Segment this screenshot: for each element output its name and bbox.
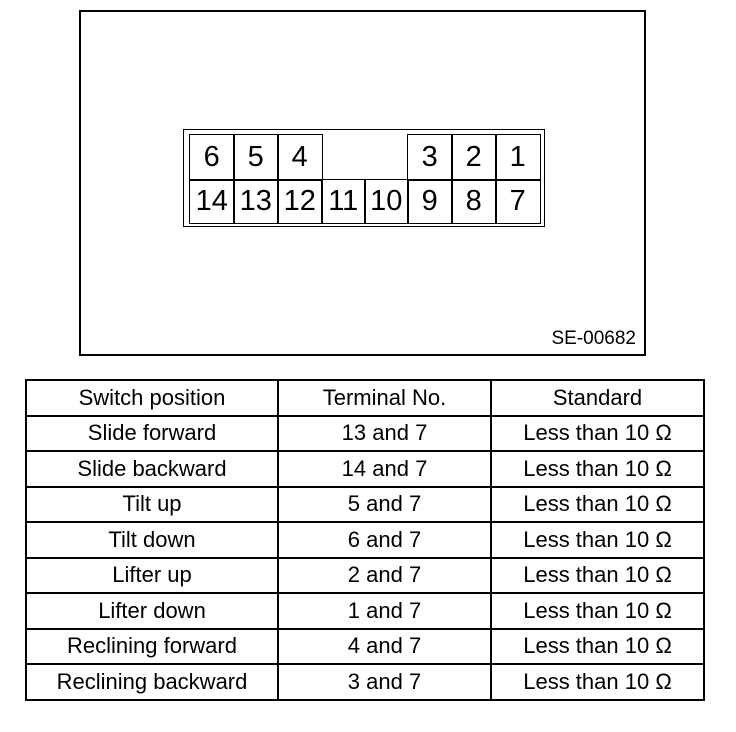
connector-pin-top-1: 1 bbox=[495, 134, 541, 181]
table-row bbox=[26, 629, 704, 665]
cell-switch-position: Reclining forward bbox=[26, 629, 278, 665]
table-row bbox=[26, 664, 704, 700]
header-switch-position: Switch position bbox=[26, 380, 278, 416]
cell-standard: Less than 10 Ω bbox=[491, 629, 704, 665]
cell-standard: Less than 10 Ω bbox=[491, 664, 704, 700]
connector-pin-bottom-14: 14 bbox=[189, 179, 235, 224]
connector-pin-bottom-10: 10 bbox=[364, 179, 409, 224]
connector-pin-top-3: 3 bbox=[407, 134, 453, 181]
cell-terminal-no: 6 and 7 bbox=[278, 522, 491, 558]
header-standard: Standard bbox=[491, 380, 704, 416]
switch-inspection-table bbox=[25, 379, 705, 701]
connector-pin-bottom-9: 9 bbox=[407, 179, 453, 224]
figure-code: SE-00682 bbox=[551, 328, 636, 349]
table-row bbox=[26, 487, 704, 523]
table-row bbox=[26, 416, 704, 452]
cell-switch-position: Reclining backward bbox=[26, 664, 278, 700]
connector-pin-top-5: 5 bbox=[233, 134, 279, 181]
cell-terminal-no: 2 and 7 bbox=[278, 558, 491, 594]
cell-switch-position: Tilt up bbox=[26, 487, 278, 523]
cell-terminal-no: 3 and 7 bbox=[278, 664, 491, 700]
cell-standard: Less than 10 Ω bbox=[491, 416, 704, 452]
cell-standard: Less than 10 Ω bbox=[491, 558, 704, 594]
cell-terminal-no: 1 and 7 bbox=[278, 593, 491, 629]
cell-terminal-no: 13 and 7 bbox=[278, 416, 491, 452]
cell-standard: Less than 10 Ω bbox=[491, 593, 704, 629]
connector-pin-bottom-13: 13 bbox=[233, 179, 279, 224]
cell-terminal-no: 5 and 7 bbox=[278, 487, 491, 523]
cell-switch-position: Slide forward bbox=[26, 416, 278, 452]
cell-terminal-no: 14 and 7 bbox=[278, 451, 491, 487]
table-row bbox=[26, 522, 704, 558]
connector-pin-bottom-8: 8 bbox=[451, 179, 497, 224]
cell-switch-position: Tilt down bbox=[26, 522, 278, 558]
connector-pin-top-2: 2 bbox=[451, 134, 497, 181]
cell-standard: Less than 10 Ω bbox=[491, 487, 704, 523]
cell-switch-position: Lifter down bbox=[26, 593, 278, 629]
table-row bbox=[26, 593, 704, 629]
connector-pin-top-4: 4 bbox=[277, 134, 323, 181]
table-row bbox=[26, 451, 704, 487]
connector-face bbox=[183, 129, 545, 227]
header-terminal-no: Terminal No. bbox=[278, 380, 491, 416]
cell-switch-position: Lifter up bbox=[26, 558, 278, 594]
connector-pin-bottom-12: 12 bbox=[277, 179, 323, 224]
table-header-row bbox=[26, 380, 704, 416]
cell-terminal-no: 4 and 7 bbox=[278, 629, 491, 665]
cell-switch-position: Slide backward bbox=[26, 451, 278, 487]
table-row bbox=[26, 558, 704, 594]
connector-pin-top-6: 6 bbox=[189, 134, 235, 181]
connector-pin-bottom-11: 11 bbox=[321, 179, 366, 224]
cell-standard: Less than 10 Ω bbox=[491, 522, 704, 558]
connector-diagram bbox=[79, 10, 646, 356]
connector-pin-bottom-7: 7 bbox=[495, 179, 541, 224]
cell-standard: Less than 10 Ω bbox=[491, 451, 704, 487]
